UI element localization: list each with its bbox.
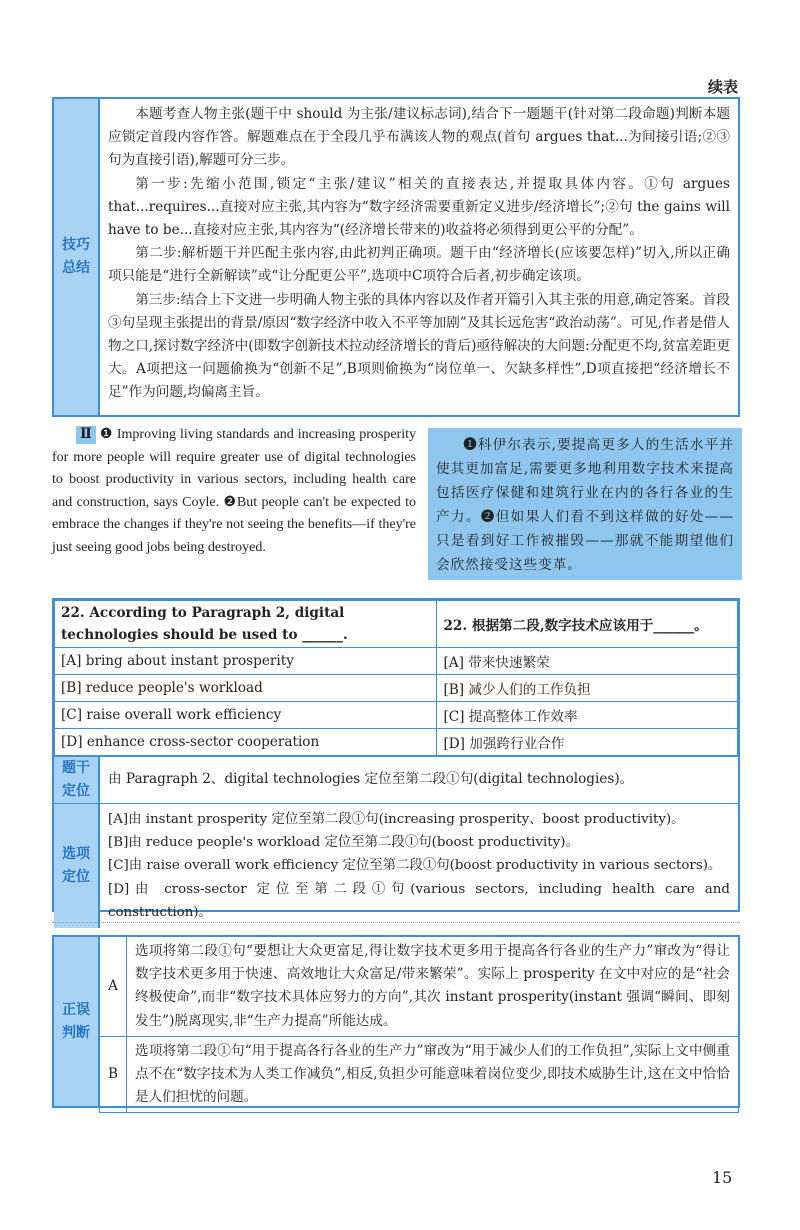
- question-table: [54, 600, 738, 756]
- option-row[interactable]: [C] raise overall work efficiency [C] 提高整体工作效率: [55, 702, 738, 729]
- continued-label: 续表: [707, 78, 738, 96]
- tips-paragraph: 第二步:解析题干并匹配主张内容,由此初判正确项。题干由“经济增长(应该要怎样)”切入,所以正确项只能是“进行全新解读”或“让分配更公平”,选项中C项符合后者,初步确定该项。: [108, 245, 730, 285]
- judge-row: B 选项将第二段①句“用于提高各行各业的生产力”窜改为“用于减少人们的工作负担”,实际上文中侧重点不在“数字技术为人类工作减负”,相反,负担少可能意味着岗位变少,即技术威胁生计,这在文中恰恰是人们担忧的问题。: [100, 1036, 739, 1113]
- option-row[interactable]: [A] bring about instant prosperity [A] 带来快速繁荣: [55, 648, 738, 675]
- tips-label: 技巧总结: [54, 99, 100, 415]
- tips-paragraph: 第一步:先缩小范围,锁定“主张/建议”相关的直接表达,并提取具体内容。①句 argues that...requires...直接对应主张,其内容为“数字经济需要重新定义进步/经济增长”;②句 the gains will have to be...直接对应主张,其内容为“(经济增长带来的)收益将必须得到更公平的分配”。: [108, 175, 730, 239]
- question-box: [52, 598, 740, 920]
- page-number: 15: [712, 1168, 733, 1187]
- stem-locate-text: 由 Paragraph 2、digital technologies 定位至第二段①句(digital technologies)。: [108, 771, 634, 788]
- divider: [52, 922, 740, 923]
- option-locate-text: [A]由 instant prosperity 定位至第二段①句(increasing prosperity、boost productivity)。 [B]由 reduce people's workload 定位至第二段①句(boost productivity)。 [C]由 raise overall work efficiency 定位至第二段①句(boost productivity in various sectors)。 [D]由 cross-sector 定位至第二段①句(various sectors, including health care and construction)。: [108, 812, 730, 920]
- question-en: 22. According to Paragraph 2, digital technologies should be used to ______.: [55, 601, 437, 648]
- passage-text: ❶ Improving living standards and increasing prosperity for more people will require greater use of digital technologies to boost productivity in various sectors, including health care and construction, says Coyle. ❷But people can't be expected to embrace the changes if they're not seeing the benefits—if they're just seeing good jobs being destroyed.: [52, 427, 416, 555]
- judge-table: [99, 936, 739, 1113]
- tips-paragraph: 本题考查人物主张(题干中 should 为主张/建议标志词),结合下一题题干(针对第二段命题)判断本题应锁定首段内容作答。解题难点在于全段几乎布满该人物的观点(首句 argues that...为间接引语;②③句为直接引语),解题可分三步。: [108, 106, 730, 169]
- tips-content: [100, 99, 738, 415]
- stem-locate-row: 题干定位 由 Paragraph 2、digital technologies 定位至第二段①句(digital technologies)。: [54, 756, 738, 803]
- translation-box: ❶科伊尔表示,要提高更多人的生活水平并使其更加富足,需要更多地利用数字技术来提高包括医疗保健和建筑行业在内的各行各业的生产力。❷但如果人们看不到这样做的好处——只是看到好工作被摧毁——那就不能期望他们会欣然接受这些变革。: [428, 428, 742, 580]
- judge-box: 正误判断 A 选项将第二段①句“要想让大众更富足,得让数字技术更多用于提高各行各业的生产力”窜改为“得让数字技术更多用于快速、高效地让大众富足/带来繁荣”。实际上 prosperity 在文中对应的是“社会终极使命”,而非“数字技术具体应努力的方向”,其次 instant prosperity(instant 强调“瞬间、即刻发生”)脱离现实,非“生产力提高”所能达成。 B 选项将第二段①句“用于提高各行各业的生产力”窜改为“用于减少人们的工作负担”,实际上文中侧重点不在“数字技术为人类工作减负”,相反,负担少可能意味着岗位变少,即技术威胁生计,这在文中恰恰是人们担忧的问题。: [52, 935, 740, 1108]
- judge-row: A 选项将第二段①句“要想让大众更富足,得让数字技术更多用于提高各行各业的生产力”窜改为“得让数字技术更多用于快速、高效地让大众富足/带来繁荣”。实际上 prosperity 在文中对应的是“社会终极使命”,而非“数字技术具体应努力的方向”,其次 instant prosperity(instant 强调“瞬间、即刻发生”)脱离现实,非“生产力提高”所能达成。: [100, 937, 739, 1037]
- option-row[interactable]: [D] enhance cross-sector cooperation [D] 加强跨行业合作: [55, 729, 738, 756]
- option-row[interactable]: [B] reduce people's workload [B] 减少人们的工作负担: [55, 675, 738, 702]
- tips-paragraph: 第三步:结合上下文进一步明确人物主张的具体内容以及作者开篇引入其主张的用意,确定答案。首段③句呈现主张提出的背景/原因“数字经济中收入不平等加剧”及其长远危害“政治动荡”。可见,作者是借人物之口,探讨数字经济中(即数字创新技术拉动经济增长的背后)亟待解决的大问题:分配更不均,贫富差距更大。A项把这一问题偷换为“创新不足”,B项则偷换为“岗位单一、欠缺多样性”,D项直接把“经济增长不足”作为问题,均偏离主旨。: [108, 291, 730, 401]
- passage-paragraph: [52, 424, 416, 560]
- tips-box: [52, 97, 740, 417]
- section-marker: Ⅱ: [76, 426, 96, 444]
- option-locate-row: 选项定位 [A]由 instant prosperity 定位至第二段①句(increasing prosperity、boost productivity)。 [B]由 reduce people's workload 定位至第二段①句(boost productivity)。 [C]由 raise overall work efficiency 定位至第二段①句(boost productivity in various sectors)。 [D]由 cross-sector 定位至第二段①句(various sectors, including health care and construction)。: [54, 803, 738, 928]
- question-zh: 22. 根据第二段,数字技术应该用于______。: [437, 601, 738, 648]
